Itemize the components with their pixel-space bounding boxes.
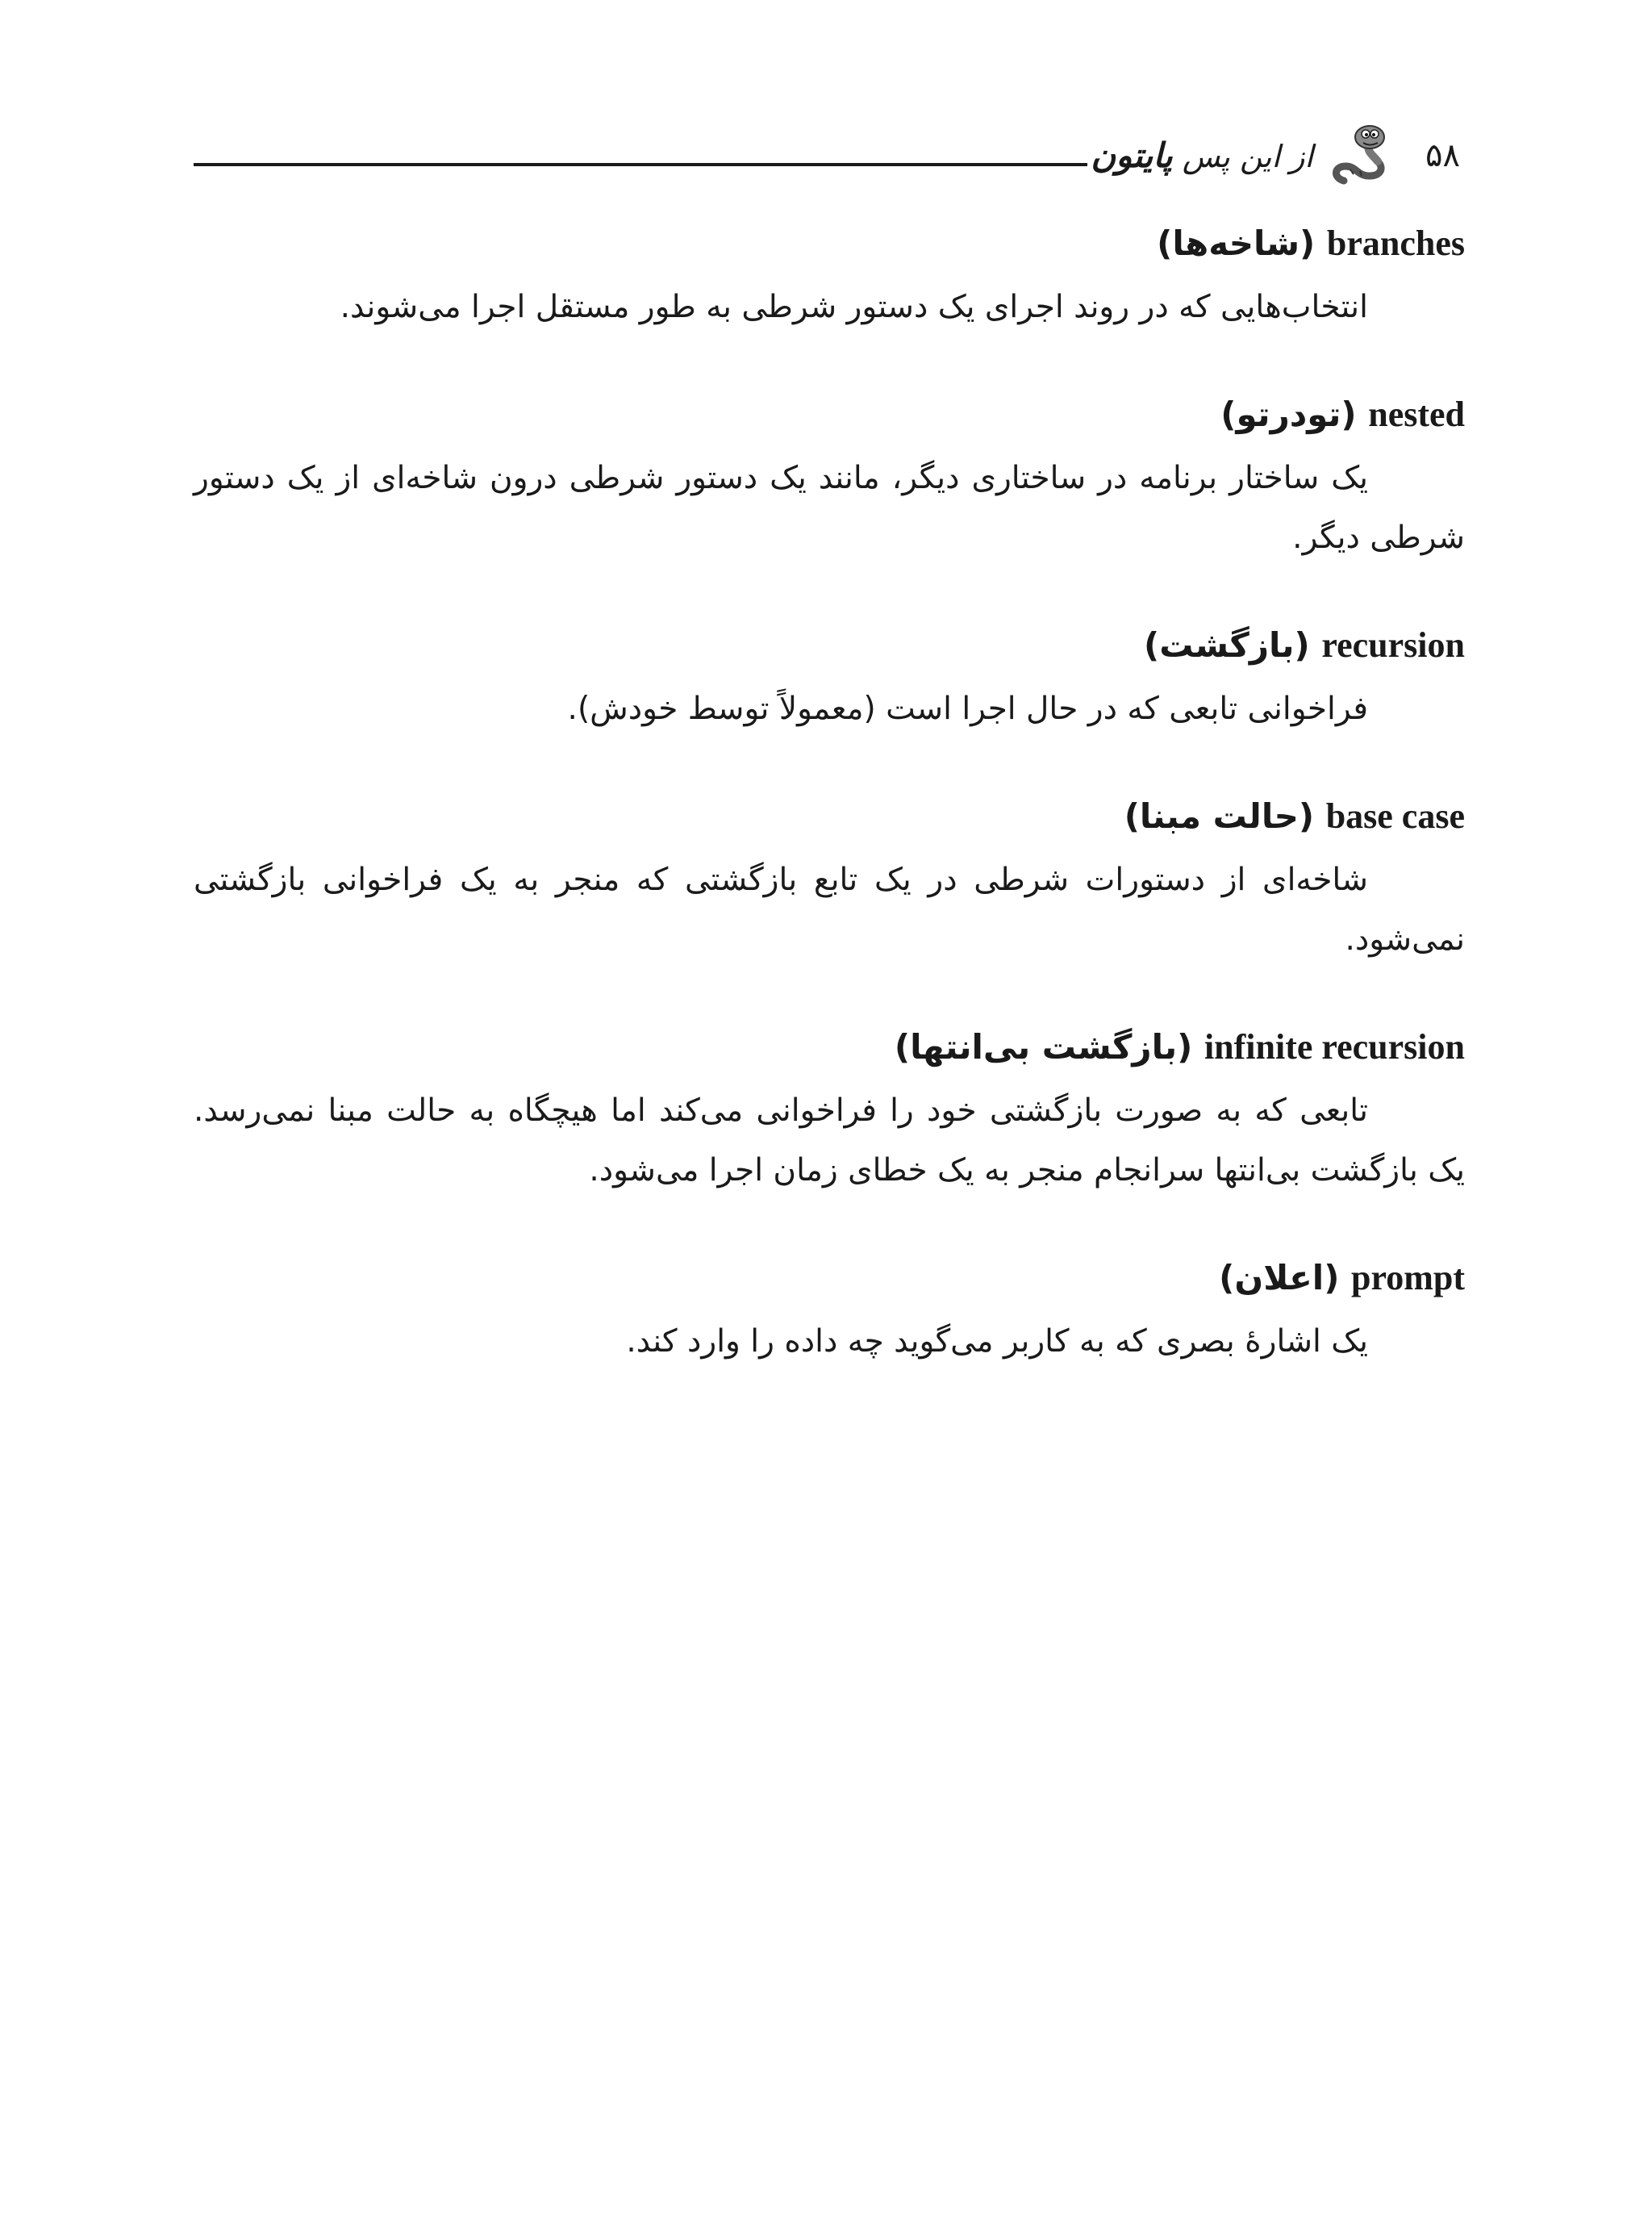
glossary-term: [194, 1021, 1465, 1073]
snake-mascot-icon: [1328, 121, 1395, 189]
glossary-entry-nested: [194, 389, 1465, 568]
glossary-list: [194, 218, 1465, 1423]
page-number: ۵۸: [1425, 137, 1460, 174]
term-persian: (حالت مبنا): [1124, 796, 1315, 836]
book-title-prefix: از این پس: [1182, 139, 1313, 174]
term-persian: (بازگشت): [1144, 625, 1310, 665]
glossary-definition: فراخوانی تابعی که در حال اجرا است (معمولاً توسط خودش).: [567, 691, 1368, 727]
glossary-entry-prompt: [194, 1252, 1465, 1372]
page-header: [194, 121, 1460, 194]
term-persian: (اعلان): [1219, 1258, 1340, 1297]
glossary-term: [194, 620, 1465, 671]
glossary-definition: انتخاب‌هایی که در روند اجرای یک دستور شرطی به طور مستقل اجرا می‌شوند.: [340, 289, 1368, 325]
term-english: branches: [1326, 224, 1465, 263]
glossary-entry-infinite-recursion: [194, 1021, 1465, 1201]
glossary-entry-recursion: [194, 620, 1465, 739]
glossary-entry-base-case: [194, 791, 1465, 970]
term-english: prompt: [1351, 1258, 1465, 1297]
glossary-definition: شاخه‌ای از دستورات شرطی در یک تابع بازگشتی که منجر به یک فراخوانی بازگشتی نمی‌شود.: [194, 862, 1465, 958]
header-rule: [194, 163, 1087, 166]
glossary-entry-branches: [194, 218, 1465, 337]
glossary-definition: یک ساختار برنامه در ساختاری دیگر، مانند یک دستور شرطی درون شاخه‌ای از یک دستور شرطی دیگر.: [194, 460, 1465, 556]
term-english: nested: [1368, 395, 1465, 434]
glossary-term: [194, 1252, 1465, 1304]
term-persian: (بازگشت بی‌انتها): [894, 1027, 1193, 1067]
book-title-brand: پایتون: [1091, 136, 1173, 175]
term-persian: (شاخه‌ها): [1157, 224, 1316, 263]
term-english: infinite recursion: [1204, 1027, 1465, 1067]
term-english: recursion: [1321, 625, 1465, 665]
term-english: base case: [1325, 796, 1465, 836]
glossary-definition: یک اشارهٔ بصری که به کاربر می‌گوید چه داده را وارد کند.: [626, 1323, 1368, 1360]
book-title: [1091, 136, 1313, 175]
glossary-term: [194, 791, 1465, 842]
term-persian: (تودرتو): [1220, 395, 1357, 434]
glossary-term: [194, 218, 1465, 269]
glossary-term: [194, 389, 1465, 441]
glossary-definition: تابعی که به صورت بازگشتی خود را فراخوانی می‌کند اما هیچگاه به حالت مبنا نمی‌رسد. یک بازگشت بی‌انتها سرانجام منجر به یک خطای زمان اجرا می‌شود.: [194, 1092, 1465, 1189]
